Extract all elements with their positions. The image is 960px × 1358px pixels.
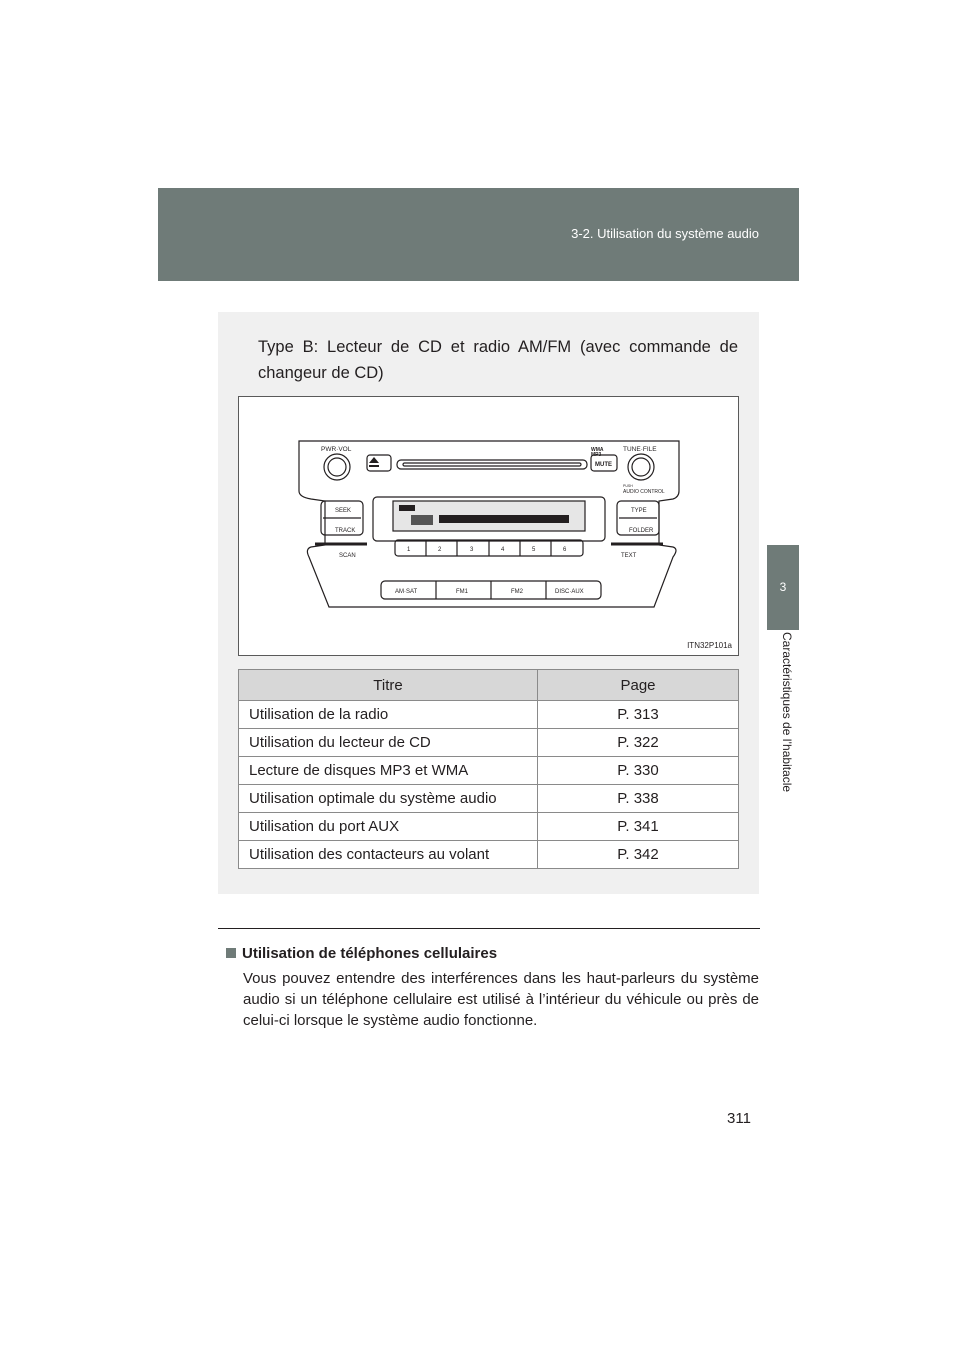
page-number: 311 xyxy=(727,1110,751,1127)
figure-code: ITN32P101a xyxy=(687,641,732,650)
table-row xyxy=(239,701,739,729)
folder-label: FOLDER xyxy=(629,528,654,534)
preset-5-label: 5 xyxy=(532,547,536,553)
push-label: PUSH xyxy=(623,484,633,488)
table-row xyxy=(239,729,739,757)
tune-file-label: TUNE·FILE xyxy=(623,446,657,453)
box-title: Type B: Lecteur de CD et radio AM/FM (avec commande de changeur de CD) xyxy=(258,338,738,382)
preset-2-label: 2 xyxy=(438,547,442,553)
chapter-label: Caractéristiques de l’habitacle xyxy=(780,632,794,793)
section-heading xyxy=(226,945,497,962)
table-row xyxy=(239,785,739,813)
preset-3-label: 3 xyxy=(470,547,474,553)
row-page: P. 330 xyxy=(538,757,739,785)
row-page: P. 313 xyxy=(538,701,739,729)
row-title: Lecture de disques MP3 et WMA xyxy=(239,757,538,785)
row-page: P. 342 xyxy=(538,841,739,869)
audio-unit-illustration xyxy=(239,397,738,655)
section-body: Vous pouvez entendre des interférences dans les haut-parleurs du système audio si un téléphone cellulaire est utilisé à l’intérieur du véhicule ou près de celui-ci lorsque le système audio fonctionne. xyxy=(243,970,759,1029)
track-label: TRACK xyxy=(335,528,356,534)
scan-label: SCAN xyxy=(339,553,356,559)
row-title: Utilisation optimale du système audio xyxy=(239,785,538,813)
row-title: Utilisation du port AUX xyxy=(239,813,538,841)
seek-label: SEEK xyxy=(335,508,352,514)
table-row xyxy=(239,841,739,869)
fm2-label: FM2 xyxy=(511,589,523,595)
section-heading-text: Utilisation de téléphones cellulaires xyxy=(242,945,498,962)
pwr-vol-label: PWR·VOL xyxy=(321,446,352,453)
mp3-label: MP3 xyxy=(591,452,602,458)
preset-4-label: 4 xyxy=(501,547,505,553)
row-page: P. 341 xyxy=(538,813,739,841)
wma-label: WMA xyxy=(591,447,604,453)
table-header-row xyxy=(239,670,739,701)
audio-unit-figure xyxy=(238,396,739,656)
text-label: TEXT xyxy=(621,553,637,559)
disc-aux-label: DISC·AUX xyxy=(555,589,584,595)
table-row xyxy=(239,757,739,785)
row-title: Utilisation du lecteur de CD xyxy=(239,729,538,757)
square-bullet-icon xyxy=(226,948,236,958)
column-header-title: Titre xyxy=(239,670,538,701)
row-title: Utilisation de la radio xyxy=(239,701,538,729)
type-label: TYPE xyxy=(631,508,647,514)
chapter-tab: 3 xyxy=(767,545,799,630)
preset-1-label: 1 xyxy=(407,547,411,553)
fm1-label: FM1 xyxy=(456,589,468,595)
section-title: 3-2. Utilisation du système audio xyxy=(571,226,759,241)
mute-label: MUTE xyxy=(595,462,612,468)
header-band xyxy=(158,188,799,281)
am-sat-label: AM·SAT xyxy=(395,589,418,595)
row-page: P. 322 xyxy=(538,729,739,757)
audio-control-label: AUDIO CONTROL xyxy=(623,489,665,495)
row-title: Utilisation des contacteurs au volant xyxy=(239,841,538,869)
row-page: P. 338 xyxy=(538,785,739,813)
reference-table xyxy=(238,669,739,869)
column-header-page: Page xyxy=(538,670,739,701)
table-row xyxy=(239,813,739,841)
section-divider xyxy=(218,928,760,929)
preset-6-label: 6 xyxy=(563,547,567,553)
